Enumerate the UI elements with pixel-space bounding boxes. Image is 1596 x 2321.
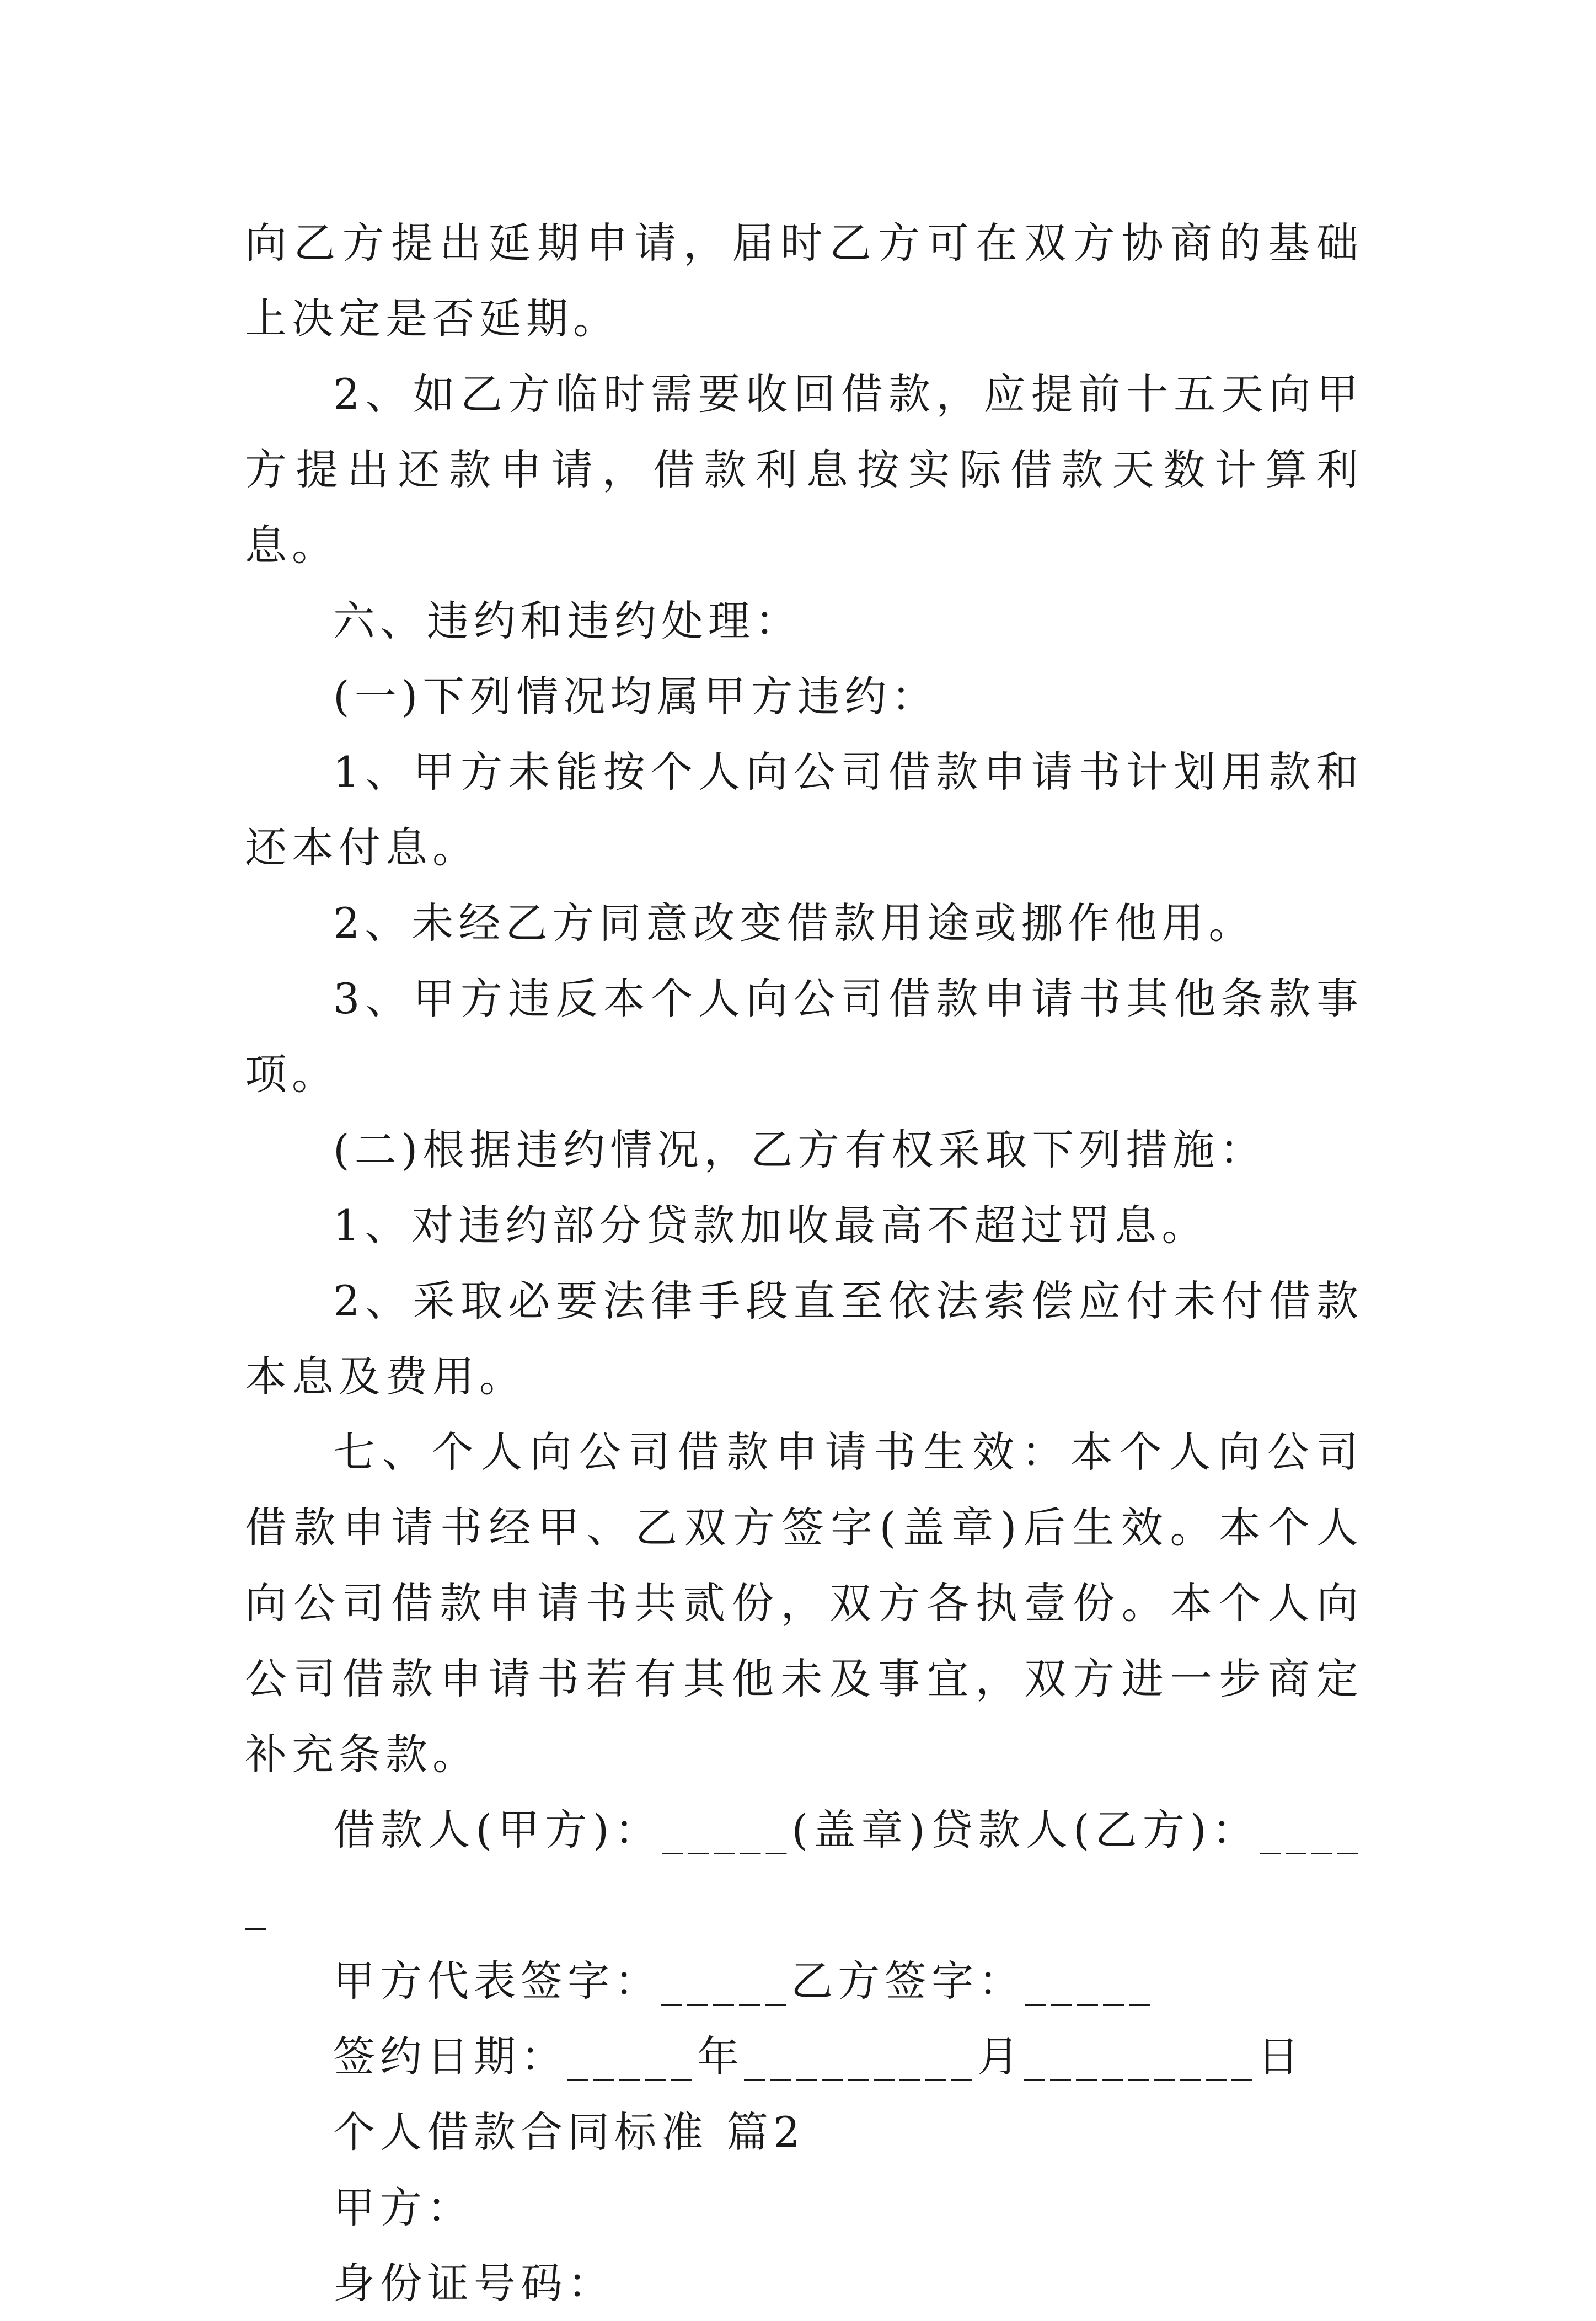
subsection-heading-party-a-breach: (一)下列情况均属甲方违约：: [333, 672, 939, 721]
id-number-label: 身份证号码：: [333, 2259, 614, 2308]
section-heading-breach: 六、违约和违约处理：: [333, 596, 802, 645]
paragraph-measure-item-2: 2、采取必要法律手段直至依法索偿应付未付借款本息及费用。: [245, 1276, 1363, 1401]
contract-section-title: 个人借款合同标准 篇2: [333, 2108, 805, 2157]
party-a-label: 甲方：: [333, 2183, 474, 2232]
subsection-heading-measures: (二)根据违约情况，乙方有权采取下列措施：: [333, 1125, 1267, 1174]
document-body: [245, 205, 1363, 2321]
signature-line-representatives: 甲方代表签字：_____乙方签字：_____: [333, 1956, 1155, 2006]
paragraph-extension-request: 向乙方提出延期申请，届时乙方可在双方协商的基础上决定是否延期。: [245, 218, 1363, 343]
paragraph-effectiveness: 七、个人向公司借款申请书生效：本个人向公司借款申请书经甲、乙双方签字(盖章)后生效。本个人向公司借款申请书共贰份，双方各执壹份。本个人向公司借款申请书若有其他未及事宜，双方进一步商定补充条款。: [245, 1427, 1363, 1779]
paragraph-measure-item-1: 1、对违约部分贷款加收最高不超过罚息。: [333, 1201, 1209, 1250]
paragraph-breach-item-2: 2、未经乙方同意改变借款用途或挪作他用。: [333, 899, 1256, 948]
signature-line-parties: 借款人(甲方)：_____(盖章)贷款人(乙方)：_____: [245, 1805, 1363, 1930]
signing-date-line: 签约日期：_____年_________月_________日: [333, 2032, 1304, 2081]
paragraph-breach-item-3: 3、甲方违反本个人向公司借款申请书其他条款事项。: [245, 974, 1363, 1099]
paragraph-early-recall: 2、如乙方临时需要收回借款，应提前十五天向甲方提出还款申请，借款利息按实际借款天数计算利息。: [245, 370, 1363, 570]
paragraph-breach-item-1: 1、甲方未能按个人向公司借款申请书计划用款和还本付息。: [245, 747, 1363, 872]
